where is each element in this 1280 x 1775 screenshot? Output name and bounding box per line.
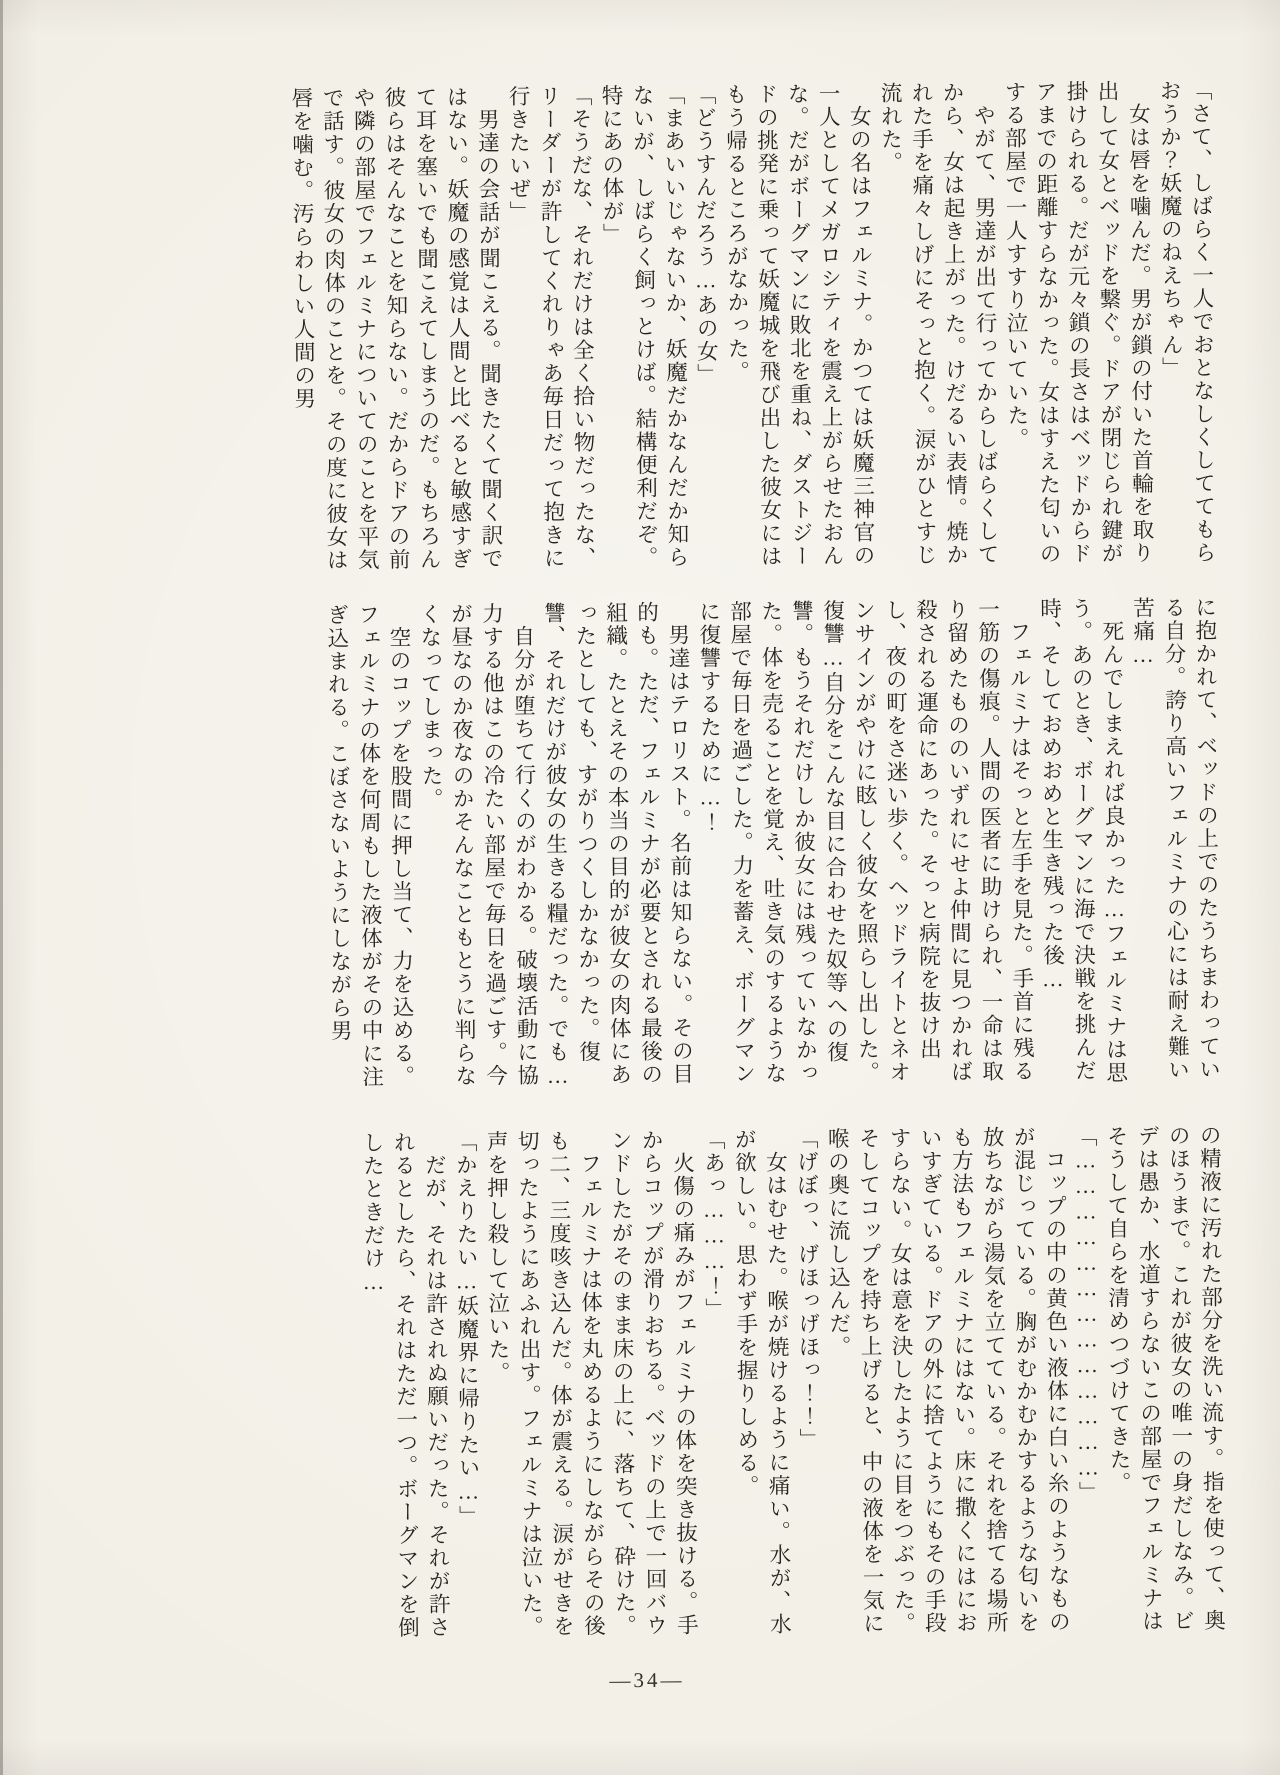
paragraph-narrative: 女の名はフェルミナ。かつては妖魔三神官の一人としてメガロシティを震え上がらせたおんな。だがボーグマンに敗北を重ね、ダストジードの挑発に乗って妖魔城を飛び出した彼女にはもう帰るところがなかった。 xyxy=(722,82,876,569)
paragraph-dialogue: 「まあいいじゃないか、妖魔だかなんだか知らないが、しばらく飼っとけば。結構便利だぞ。特にあの体が」 xyxy=(598,83,690,570)
paragraph-narrative: 女は唇を噛んだ。男が鎖の付いた首輪を取り出して女とベッドを繋ぐ。ドアが閉じられ鍵が掛けられる。だが元々鎖の長さはベッドからドアまでの距離すらなかった。女はすえた匂いのする部屋で一人すすり泣いていた。 xyxy=(1001,79,1155,566)
paragraph-narrative: コップの中の黄色い液体に白い糸のようなものが混じっている。胸がむかむかするような匂いを放ちながら湯気を立てている。それを捨てる場所も方法もフェルミナにはない。床に撒くにはにおいすぎている。ドアの外に捨てようにもその手段すらない。女は意を決したように目をつぶった。そしてコップを持ち上げると、中の液体を一気に喉の奥に流し込んだ。 xyxy=(825,1125,1071,1636)
paragraph-narrative: 死んでしまえれば良かった…フェルミナは思う。あのとき、ボーグマンに海で決戦を挑んだ時、そしておめおめと生き残った後… xyxy=(1037,597,1128,1085)
paragraph-dialogue: 「…………………………………」 xyxy=(1073,1125,1101,1505)
paragraph-narrative: 空のコップを股間に押し当て、力を込める。フェルミナの体を何周もした液体がその中に注ぎ込まれる。こぼさないようにしながら男 xyxy=(324,603,415,1089)
paragraph-dialogue: 「げぼっ、げほっげほっ！！」 xyxy=(794,1127,821,1452)
paragraph-dialogue: 「どうすんだろう…あの女」 xyxy=(691,83,719,387)
text-band-middle xyxy=(321,596,1224,1108)
page-number: ―34― xyxy=(609,1667,685,1693)
paragraph-narrative: 女はむせた。喉が焼けるように痛い。水が、水が欲しい。思わず手を握りしめる。 xyxy=(732,1127,792,1637)
paragraph-narrative: フェルミナはそっと左手を見た。手首に残る一筋の傷痕。人間の医者に助けられ、一命は取り留めたもののいずれにせよ仲間に見つかれば殺される運命にあった。そっと病院を抜け出し、夜の町をさ迷い歩く。ヘッドライトとネオンサインがやけに眩しく彼女を照らし出した。復讐…自分をこんな目に合わせた奴等への復讐。もうそれだけしか彼女には残っていなかった。体を売ることを覚え、吐き気のするような部屋で毎日を過ごした。力を蓄え、ボーグマンに復讐するために…！ xyxy=(696,597,1035,1086)
paragraph-continuation: に抱かれて、ベッドの上でのたうちまわっている自分。誇り高いフェルミナの心には耐え難い苦痛… xyxy=(1130,595,1221,1082)
paragraph-narrative: 火傷の痛みがフェルミナの体を突き抜ける。手からコップが滑りおちる。ベッドの上で一回バウンドしたがそのまま床の上に、落ちて、砕けた。 xyxy=(608,1128,699,1638)
paragraph-continuation: の精液に汚れた部分を洗い流す。指を使って、奥のほうまで。これが彼女の唯一の身だしなみ。ビデは愚か、水道すらないこの部屋でフェルミナはそうして自らを清めつづけてきた。 xyxy=(1104,1123,1226,1633)
text-band-bottom xyxy=(356,1124,1228,1643)
paragraph-dialogue: 「さて、しばらく一人でおとなしくしててもらおうか？妖魔のねえちゃん」 xyxy=(1156,78,1217,565)
paragraph-narrative: 自分が堕ちて行くのがわかる。破壊活動に協力する他はこの冷たい部屋で毎日を過ごす。今が昼なのか夜なのかそんなこともとうに判らなくなってしまった。 xyxy=(417,602,539,1088)
paragraph-dialogue: 「そうだな、それだけは全く拾い物だったな、リーダーが許してくれりゃあ毎日だって抱きに行きたいぜ」 xyxy=(505,84,597,570)
paragraph-dialogue: 「かえりたい…妖魔界に帰りたい…」 xyxy=(453,1130,481,1529)
paragraph-narrative: フェルミナは体を丸めるようにしながらその後も二、三度咳き込んだ。体が震える。涙がせきを切ったようにあふれ出す。フェルミナは泣いた。声を押し殺して泣いた。 xyxy=(484,1129,606,1639)
paragraph-narrative: 男達はテロリスト。名前は知らない。その目的も。ただ、フェルミナが必要とされる最後の組織。たとえその本当の目的が彼女の肉体にあったとしても、すがりつくしかなかった。復讐、それだけが彼女の生きる糧だった。でも… xyxy=(541,600,694,1090)
paragraph-dialogue: 「あっ………！」 xyxy=(701,1128,727,1321)
paragraph-narrative: やがて、男達が出て行ってからしばらくしてから、女は起き上がった。けだるい表情。焼かれた手を痛々しげにそっと抱く。涙がひとすじ流れた。 xyxy=(877,81,1000,567)
paragraph-narrative: だが、それは許されぬ願いだった。それが許されるとしたら、それはただ一つ。ボーグマンを倒したときだけ… xyxy=(360,1130,451,1640)
paragraph-narrative: 男達の会話が聞こえる。聞きたくて聞く訳ではない。妖魔の感覚は人間と比べると敏感すぎて耳を塞いでも聞こえてしまうのだ。もちろん彼らはそんなことを知らない。だからドアの前や隣の部屋でフェルミナについてのことを平気で話す。彼女の肉体のことを。その度に彼女は唇を噛む。汚らわしい人間の男 xyxy=(289,85,504,572)
text-band-top xyxy=(285,79,1219,587)
